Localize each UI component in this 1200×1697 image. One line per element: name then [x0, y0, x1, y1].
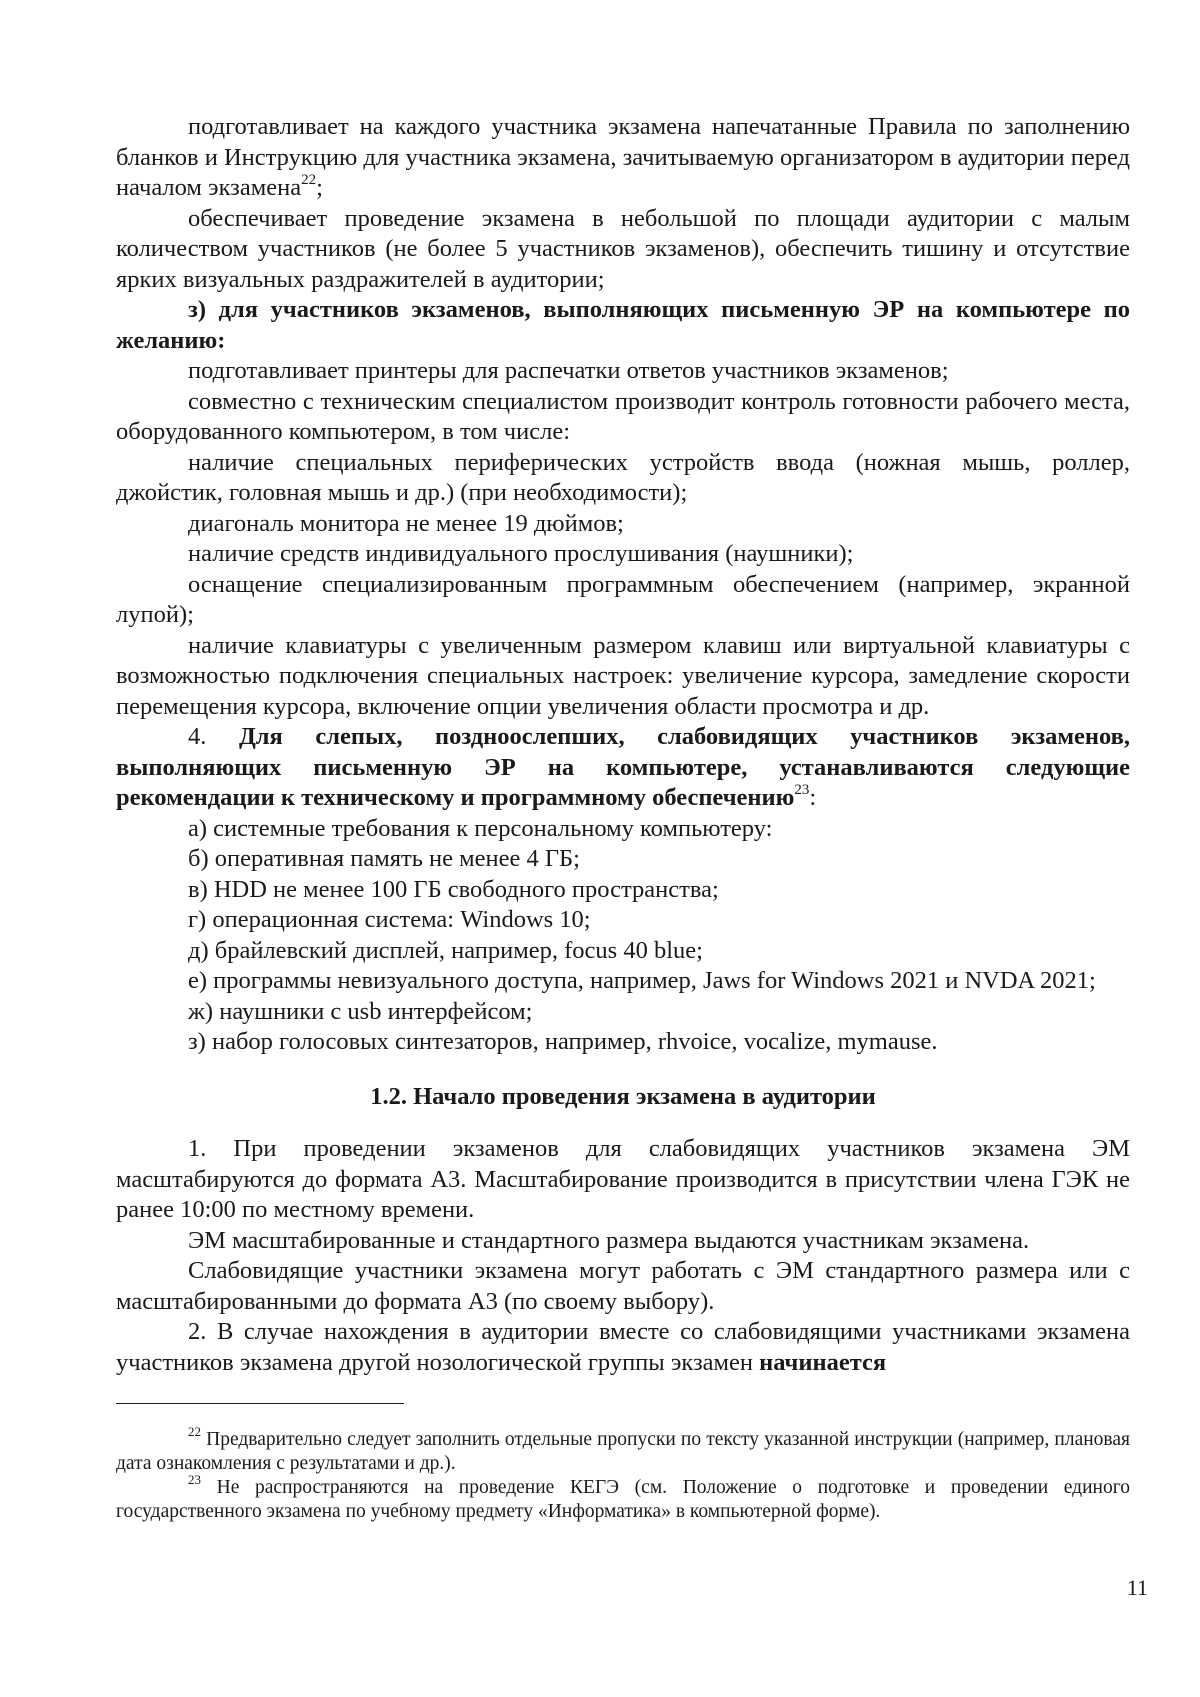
text-run: наличие специальных периферических устройств ввода (ножная мышь, роллер, джойстик, головная мышь и др.) (при необходимости); — [116, 448, 1130, 506]
paragraph — [116, 509, 1130, 540]
text-run: подготавливает на каждого участника экзамена напечатанные Правила по заполнению бланков и Инструкцию для участника экзамена, зачитываемую организатором в аудитории перед началом экзамена — [116, 113, 1130, 201]
paragraph — [116, 722, 1130, 814]
paragraph — [116, 844, 1130, 875]
paragraph — [116, 448, 1130, 509]
bold-text: начинается — [759, 1348, 887, 1376]
text-run: наличие средств индивидуального прослушивания (наушники); — [188, 540, 854, 567]
footnotes — [116, 1423, 1130, 1524]
paragraph — [116, 204, 1130, 296]
text-run: Предварительно следует заполнить отдельные пропуски по тексту указанной инструкции (например, плановая дата ознакомления с результатами и др.). — [116, 1429, 1130, 1474]
paragraph — [116, 570, 1130, 631]
paragraph — [116, 387, 1130, 448]
paragraph — [116, 905, 1130, 936]
text-run: Слабовидящие участники экзамена могут работать с ЭМ стандартного размера или с масштабированными до формата А3 (по своему выбору). — [116, 1257, 1130, 1315]
paragraph — [116, 112, 1130, 204]
text-run: 4. — [188, 723, 239, 750]
footnote — [116, 1423, 1130, 1476]
paragraph — [116, 1317, 1130, 1378]
footnote-ref: 22 — [301, 171, 317, 188]
footnote-separator — [116, 1403, 404, 1404]
main-text — [116, 112, 1130, 1378]
footnote — [116, 1471, 1130, 1524]
text-run: е) программы невизуального доступа, например, Jaws for Windows 2021 и NVDA 2021; — [188, 967, 1096, 994]
text-run: совместно с техническим специалистом производит контроль готовности рабочего места, оборудованного компьютером, в том числе: — [116, 387, 1130, 445]
text-run: 2. В случае нахождения в аудитории вместе со слабовидящими участниками экзамена участников экзамена другой нозологической группы экзамен — [116, 1318, 1130, 1376]
footnote-ref: 22 — [188, 1423, 201, 1439]
paragraph — [116, 997, 1130, 1028]
text-run: г) операционная система: Windows 10; — [188, 906, 591, 933]
paragraph — [116, 631, 1130, 723]
section-heading — [116, 1082, 1130, 1113]
bold-text: Для слепых, поздноослепших, слабовидящих участников экзаменов, выполняющих письменную ЭР на компьютере, устанавливаются следующие рекомендации к техническому и программному обеспечению — [116, 723, 1130, 811]
text-run: 1.2. Начало проведения экзамена в аудитории — [370, 1082, 876, 1110]
paragraph — [116, 1226, 1130, 1257]
paragraph — [116, 539, 1130, 570]
paragraph — [116, 1027, 1130, 1058]
paragraph — [116, 814, 1130, 845]
text-run: 1. При проведении экзаменов для слабовидящих участников экзамена ЭМ масштабируются до формата А3. Масштабирование производится в присутствии члена ГЭК не ранее 10:00 по местному времени. — [116, 1135, 1130, 1223]
paragraph — [116, 295, 1130, 356]
paragraph — [116, 356, 1130, 387]
text-run: оснащение специализированным программным обеспечением (например, экранной лупой); — [116, 570, 1130, 628]
text-run: з) набор голосовых синтезаторов, например, rhvoice, vocalize, mymause. — [188, 1028, 938, 1055]
paragraph — [116, 875, 1130, 906]
text-run: в) HDD не менее 100 ГБ свободного пространства; — [188, 875, 719, 903]
paragraph — [116, 1134, 1130, 1226]
text-run: обеспечивает проведение экзамена в небольшой по площади аудитории с малым количеством участников (не более 5 участников экзаменов), обеспечить тишину и отсутствие ярких визуальных раздражителей в аудитории; — [116, 204, 1130, 293]
bold-text: з) для участников экзаменов, выполняющих письменную ЭР на компьютере по желанию: — [116, 296, 1130, 354]
footnote-ref: 23 — [188, 1471, 201, 1487]
paragraph — [116, 966, 1130, 997]
text-run: д) брайлевский дисплей, например, focus 40 blue; — [188, 936, 703, 964]
text-run: наличие клавиатуры с увеличенным размером клавиш или виртуальной клавиатуры с возможностью подключения специальных настроек: увеличение курсора, замедление скорости перемещения курсора, включение опции увеличения области просмотра и др. — [116, 631, 1130, 720]
paragraph — [116, 1256, 1130, 1317]
text-run: Не распространяются на проведение КЕГЭ (см. Положение о подготовке и проведении единого государственного экзамена по учебному предмету «Информатика» в компьютерной форме). — [116, 1477, 1130, 1522]
text-run: б) оперативная память не менее 4 ГБ; — [188, 845, 580, 872]
text-run: подготавливает принтеры для распечатки ответов участников экзаменов; — [188, 357, 949, 384]
paragraph — [116, 936, 1130, 967]
page-number: 11 — [1126, 1575, 1148, 1600]
text-run: ; — [316, 174, 323, 201]
text-run: ЭМ масштабированные и стандартного размера выдаются участникам экзамена. — [188, 1226, 1030, 1254]
footnote-ref: 23 — [794, 781, 810, 798]
text-run: а) системные требования к персональному компьютеру: — [188, 814, 773, 842]
text-run: ж) наушники с usb интерфейсом; — [188, 997, 533, 1025]
text-run: диагональ монитора не менее 19 дюймов; — [188, 509, 624, 537]
text-run: : — [809, 784, 817, 811]
